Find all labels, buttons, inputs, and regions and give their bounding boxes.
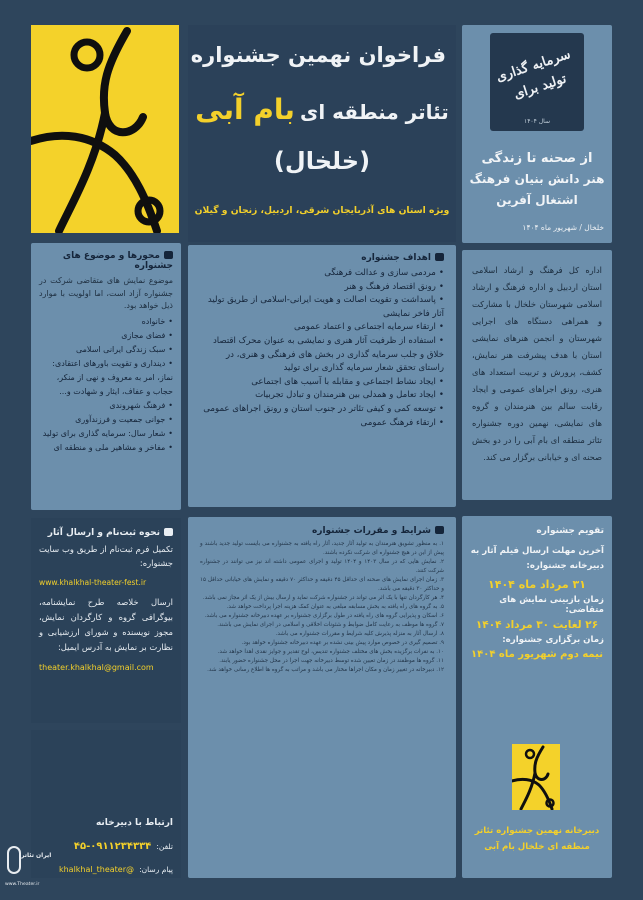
mask-logo-icon — [31, 25, 179, 233]
title-block — [188, 25, 456, 242]
year-slogan-logo — [490, 33, 584, 131]
list-item: ۹. تصمیم گیری در خصوص موارد پیش بینی نشده بر عهده دبیرخانه جشنواره خواهد بود. — [241, 640, 444, 646]
year-slogan-logo-text: سرمایه گذاری تولید برای — [494, 47, 573, 103]
secretariat-logo — [512, 744, 560, 810]
title-subtitle: ویژه استان های آذربایجان شرقی، اردبیل، زنجان و گیلان — [194, 205, 450, 216]
contact-heading: ارتباط با دبیرخانه — [95, 818, 173, 828]
registration-website[interactable]: www.khalkhal-theater-fest.ir — [39, 578, 147, 587]
rules-panel — [188, 517, 456, 878]
calendar-panel — [462, 516, 612, 878]
list-item: • فضای مجازی — [39, 329, 173, 343]
secretariat-line-2: منطقه ای خلخال بام آبی — [484, 842, 590, 852]
slogan-line-3: اشتغال آفرین — [496, 193, 578, 207]
list-item: • فرهنگ شهروندی — [39, 399, 173, 413]
theater-mask-icon — [435, 253, 444, 261]
contact-panel — [31, 730, 181, 878]
list-item: • مردمی سازی و عدالت فرهنگی — [200, 267, 444, 281]
calendar-label-1: آخرین مهلت ارسال فیلم آثار به دبیرخانه جشنواره: — [470, 546, 604, 571]
calendar-label-2: زمان بازبینی نمایش های متقاضی: — [499, 595, 604, 615]
list-item: ۸. ارسال آثار به منزله پذیرش کلیه شرایط و مقررات جشنواره می باشد. — [275, 631, 444, 637]
slogan-block — [462, 25, 612, 243]
theater-mask-icon — [435, 526, 444, 534]
list-item: ۷. گروه ها موظف به رعایت کامل ضوابط و شئونات اخلاقی و اسلامی در اجرای نمایش می باشند. — [217, 622, 444, 628]
list-item: • شعار سال: سرمایه گذاری برای تولید — [39, 427, 173, 441]
calendar-value-1: ۳۱ مرداد ماه ۱۴۰۴ — [488, 578, 586, 591]
title-line-2-prefix: تئاتر منطقه ای — [300, 100, 449, 124]
registration-panel — [31, 518, 181, 723]
list-item: ۶. اسکان و پذیرایی گروه های راه یافته در طول برگزاری جشنواره بر عهده دبیرخانه جشنواره می باشد. — [204, 613, 444, 619]
registration-heading-text: نحوه ثبت‌نام و ارسال آثار — [47, 528, 160, 538]
goals-panel — [188, 245, 456, 507]
theater-mask-icon — [164, 528, 173, 536]
list-item: ۱. به منظور تشویق هنرمندان به تولید آثار جدید، آثار راه یافته به جشنواره می بایست تولید جدید باشند و پیش از این در هیچ جشنواره ای شرکت نکرده باشند. — [200, 541, 444, 556]
calendar-heading: تقویم جشنواره — [536, 526, 604, 536]
registration-heading — [39, 528, 173, 538]
goals-list — [200, 267, 444, 430]
list-item: • دینداری و تقویت باورهای اعتقادی: نماز، امر به معروف و نهی از منکر، حجاب و عفاف، ایثار و شهادت و... — [39, 357, 173, 399]
list-item: • جوانی جمعیت و فرزندآوری — [39, 413, 173, 427]
list-item: • خانواده — [39, 315, 173, 329]
calendar-value-2: ۲۶ لغایت ۳۰ مرداد ۱۴۰۴ — [475, 619, 599, 631]
list-item: • پاسداشت و تقویت اصالت و هویت ایرانی-اسلامی از طریق تولید آثار فاخر نمایشی — [200, 294, 444, 321]
topics-heading — [39, 251, 173, 271]
rules-list — [200, 540, 444, 675]
festival-logo — [31, 25, 179, 233]
registration-email[interactable]: theater.khalkhal@gmail.com — [39, 663, 154, 672]
festival-name: بام آبی — [195, 93, 295, 126]
list-item: ۳. زمان اجرای نمایش های صحنه ای حداقل ۴۵ دقیقه و حداکثر ۷۰ دقیقه و نمایش های خیابانی حداقل ۱۵ و حداکثر ۳۰ دقیقه می باشد. — [200, 577, 444, 592]
intro-panel — [462, 250, 612, 500]
contact-messenger-label: پیام رسان: — [139, 865, 173, 874]
list-item: • رونق اقتصاد فرهنگ و هنر — [200, 281, 444, 295]
theater-mask-icon — [164, 251, 173, 259]
list-item: • ایجاد نشاط اجتماعی و مقابله با آسیب های اجتماعی — [200, 376, 444, 390]
watermark-url[interactable]: www.Theater.ir — [5, 882, 40, 887]
contact-phone[interactable]: ۰۹۱۱۲۳۴۳۳۴-۴۵ — [73, 841, 152, 852]
contact-messenger[interactable]: @khalkhal_theater — [58, 865, 135, 874]
goals-heading-text: اهداف جشنواره — [361, 253, 431, 263]
rules-heading — [200, 526, 444, 536]
list-item: ۵. به گروه های راه یافته به بخش مسابقه مبلغی به عنوان کمک هزینه اجرا پرداخت خواهد شد. — [226, 604, 444, 610]
contact-phone-row — [39, 834, 173, 853]
watermark — [5, 842, 52, 894]
mask-logo-icon — [512, 744, 560, 810]
watermark-name: ایران تئاتر — [21, 852, 52, 859]
list-item: • سبک زندگی ایرانی اسلامی — [39, 343, 173, 357]
calendar-label-3: زمان برگزاری جشنواره: — [502, 635, 604, 645]
topics-heading-text: محورها و موضوع های جشنواره — [62, 251, 173, 271]
list-item: • استفاده از ظرفیت آثار هنری و نمایشی به عنوان محرک اقتصاد خلاق و جلب سرمایه گذاری در بخش های فرهنگی و هنری، در راستای تحقق شعار سرمایه گذاری برای تولید — [200, 335, 444, 376]
title-line-1: فراخوان نهمین جشنواره — [190, 43, 446, 67]
list-item: ۲. نمایش هایی که در سال ۱۴۰۳ و ۱۴۰۴ تولید و اجرای عمومی داشته اند نیز می توانند در جشنواره شرکت کنند. — [200, 559, 444, 574]
rules-heading-text: شرایط و مقررات جشنواره — [311, 526, 431, 536]
list-item: • ارتقاء سرمایه اجتماعی و اعتماد عمومی — [200, 321, 444, 335]
list-item: ۱۱. گروه ها موظفند در زمان تعیین شده توسط دبیرخانه جهت اجرا در محل جشنواره حضور یابند. — [219, 658, 444, 664]
list-item: • ارتقاء فرهنگ عمومی — [200, 417, 444, 431]
goals-heading — [200, 253, 444, 263]
calendar-value-3: نیمه دوم شهریور ماه ۱۴۰۴ — [471, 649, 603, 660]
contact-messenger-row — [39, 857, 173, 876]
year-slogan-logo-year: سال ۱۴۰۴ — [523, 118, 550, 125]
topics-panel — [31, 243, 181, 510]
contact-phone-label: تلفن: — [156, 842, 173, 851]
title-city: (خلخال) — [273, 147, 371, 175]
slogan-line-2: هنر دانش بنیان فرهنگ — [469, 172, 605, 186]
list-item: • ایجاد تعامل و همدلی بین هنرمندان و تبادل تجربیات — [200, 389, 444, 403]
list-item: ۱۲. دبیرخانه در تغییر زمان و مکان اجراها مختار می باشد و مراتب به گروه ها اطلاع رسانی خواهد شد. — [207, 667, 444, 673]
slogan-dateline: خلخال / شهریور ماه ۱۴۰۴ — [522, 223, 604, 232]
intro-text: اداره کل فرهنگ و ارشاد اسلامی استان اردبیل و اداره فرهنگ و ارشاد اسلامی شهرستان خلخال با مشارکت و همراهی دستگاه های اجرایی شهرستان و انجمن هنرهای نمایشی استان با هدف پیشرفت هنر نمایش، کشف، پرورش و تربیت استعداد های هنری، رونق اجراهای عمومی و ایجاد رقابت سالم بین هنرمندان و گروه های نمایشی، نهمین دوره جشنواره تئاتر منطقه ای بام آبی را در دو بخش صحنه ای و خیابانی برگزار می کند. — [472, 265, 602, 462]
list-item: ۴. هر کارگردان تنها با یک اثر می تواند در جشنواره شرکت نماید و ارسال بیش از یک اثر مجاز نمی باشد. — [202, 595, 444, 601]
iran-theater-logo-icon — [7, 846, 21, 874]
list-item: ۱۰. به نفرات برگزیده بخش های مختلف جشنواره تندیس، لوح تقدیر و جوایز نقدی اهدا خواهد شد. — [217, 649, 444, 655]
topics-intro: موضوع نمایش های متقاضی شرکت در جشنواره آزاد است، اما اولویت با موارد ذیل خواهد بود. — [39, 276, 173, 310]
list-item: • مفاخر و مشاهیر ملی و منطقه ای — [39, 441, 173, 455]
registration-step-1: تکمیل فرم ثبت‌نام از طریق وب سایت جشنواره: — [39, 544, 173, 568]
registration-step-2: ارسال خلاصه طرح نمایشنامه، بیوگرافی گروه و کارگردان نمایش، مجوز نویسنده و شورای ارزشیابی و نظارت بر نمایش به آدرس ایمیل: — [39, 597, 173, 652]
title-line-2 — [194, 93, 450, 126]
topics-list — [39, 315, 173, 455]
secretariat-line-1: دبیرخانه نهمین جشنواره تئاتر — [474, 826, 600, 836]
list-item: • توسعه کمی و کیفی تئاتر در جنوب استان و رونق اجراهای عمومی — [200, 403, 444, 417]
slogan-line-1: از صحنه تا زندگی — [481, 151, 593, 166]
